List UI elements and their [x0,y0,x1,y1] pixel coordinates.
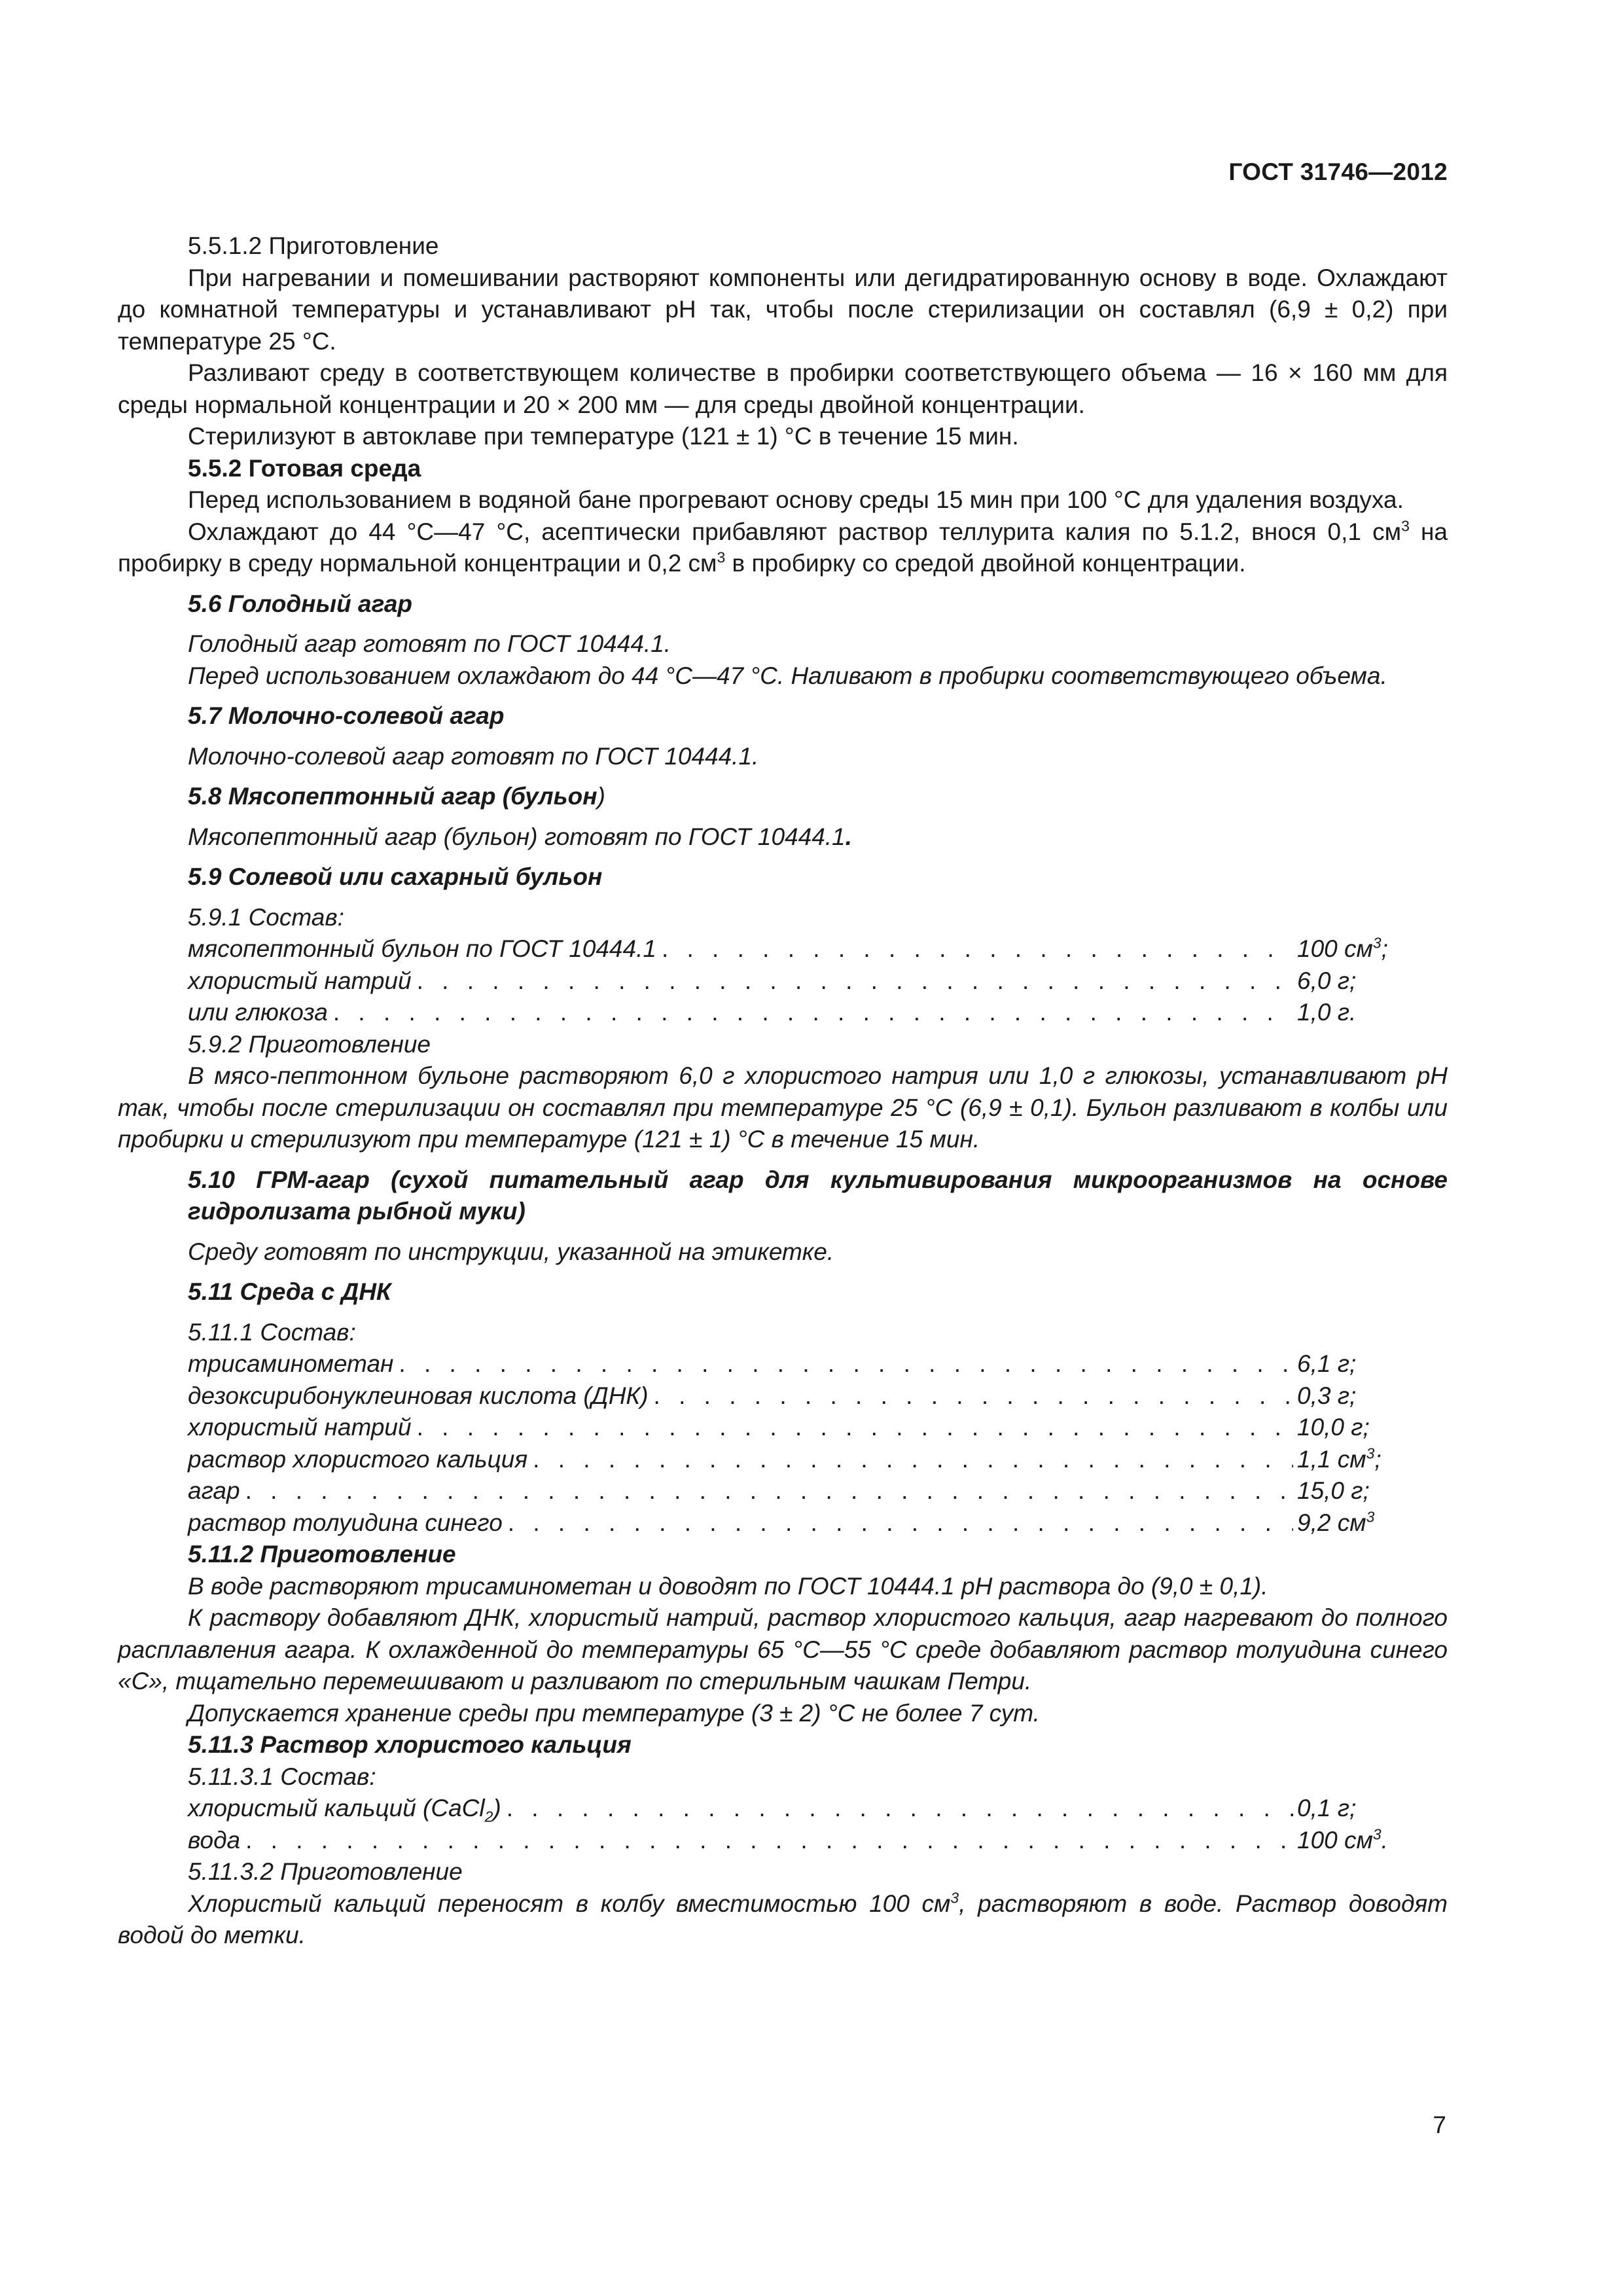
section-heading: 5.10 ГРМ-агар (сухой питательный агар для культивирования микроорганизмов на основе гидролизата рыбной муки) [188,1166,1448,1225]
section-heading: 5.7 Молочно-солевой агар [188,702,505,729]
section-heading: 5.11 Среда с ДНК [188,1278,391,1305]
clause-title: 5.5.1.2 Приготовление [188,232,439,259]
paragraph: Среду готовят по инструкции, указанной на этикетке. [188,1238,834,1265]
composition-row: хлористый кальций (CaCl$_2$) . . . 0,1 г; [118,1793,1448,1825]
composition-row: или глюкоза . . . 1,0 г. [118,997,1448,1029]
paragraph: Мясопептонный агар (бульон) готовят по ГОСТ 10444.1. [188,823,852,850]
document-id: ГОСТ 31746—2012 [1228,158,1448,185]
section-heading: 5.5.2 Готовая среда [188,454,421,482]
section-heading: 5.9 Солевой или сахарный бульон [188,863,603,890]
section-heading: 5.11.3 Раствор хлористого кальция [188,1731,632,1758]
paragraph: Разливают среду в соответствующем количестве в пробирки соответствующего объема — 16 × 160 мм для среды нормальной концентрации и 20 × 200 мм — для среды двойной концентрации. [118,359,1448,418]
paragraph: В воде растворяют трисаминометан и доводят по ГОСТ 10444.1 pH раствора до (9,0 ± 0,1). [188,1572,1268,1600]
paragraph: Голодный агар готовят по ГОСТ 10444.1. [188,630,671,657]
composition-row: вода . . . 100 $см^3$. [118,1825,1448,1857]
paragraph: К раствору добавляют ДНК, хлористый натрий, раствор хлористого кальция, агар нагревают до полного расплавления агара. К охлажденной до температуры 65 °С—55 °С среде добавляют раствор толуидина синего «С», тщательно перемешивают и разливают по стерильным чашкам Петри. [118,1604,1448,1695]
paragraph: Перед использованием охлаждают до 44 °С—47 °С. Наливают в пробирки соответствующего объема. [188,662,1387,689]
composition-row: раствор хлористого кальция . . . 1,1 $см^3$; [118,1444,1448,1476]
paragraph: Допускается хранение среды при температуре (3 ± 2) °С не более 7 сут. [188,1699,1040,1727]
paragraph: Перед использованием в водяной бане прогревают основу среды 15 мин при 100 °С для удаления воздуха. [188,486,1404,513]
page-number: 7 [1433,2111,1446,2138]
composition-row: хлористый натрий . . . 10,0 г; [118,1412,1448,1444]
composition-title: 5.11.3.1 Состав: [188,1763,376,1790]
clause-title: 5.9.2 Приготовление [188,1030,431,1058]
paragraph: Стерилизуют в автоклаве при температуре (121 ± 1) °С в течение 15 мин. [188,423,1019,450]
paragraph: При нагревании и помешивании растворяют компоненты или дегидратированную основу в воде. Охлаждают до комнатной температуры и устанавливают pH так, чтобы после стерилизации он составлял (6,9 ± 0,2) при температуре 25 °С. [118,264,1448,355]
paragraph: Молочно-солевой агар готовят по ГОСТ 10444.1. [188,742,759,770]
section-heading: 5.11.2 Приготовление [188,1541,456,1568]
composition-row: раствор толуидина синего . . . 9,2 $см^3$ [118,1507,1448,1539]
paragraph: Охлаждают до 44 °С—47 °С, асептически прибавляют раствор теллурита калия по 5.1.2, внося 0,1 $см^3$ на пробирку в среду нормальной концентрации и 0,2 $см^3$ в пробирку со средой двойной концентрации. [118,517,1448,577]
composition-row: агар . . . 15,0 г; [118,1475,1448,1507]
paragraph: В мясо-пептонном бульоне растворяют 6,0 г хлористого натрия или 1,0 г глюкозы, устанавливают pH так, чтобы после стерилизации он составлял при температуре 25 °С (6,9 ± 0,1). Бульон разливают в колбы или пробирки и стерилизуют при температуре (121 ± 1) °С в течение 15 мин. [118,1062,1448,1153]
composition-row: мясопептонный бульон по ГОСТ 10444.1 . . . 100 $см^3$; [118,933,1448,965]
section-heading: 5.8 Мясопептонный агар (бульон) [188,783,605,810]
composition-title: 5.11.1 Состав: [188,1318,356,1346]
clause-title: 5.11.3.2 Приготовление [188,1858,463,1885]
composition-row: трисаминометан . . . 6,1 г; [118,1348,1448,1380]
document-body [118,230,1448,1952]
composition-row: дезоксирибонуклеиновая кислота (ДНК) . . . 0,3 г; [118,1380,1448,1412]
paragraph: Хлористый кальций переносят в колбу вместимостью 100 $см^3$, растворяют в воде. Раствор доводят водой до метки. [118,1889,1448,1948]
composition-row: хлористый натрий . . . 6,0 г; [118,965,1448,997]
section-heading: 5.6 Голодный агар [188,590,413,617]
composition-title: 5.9.1 Состав: [188,903,344,931]
